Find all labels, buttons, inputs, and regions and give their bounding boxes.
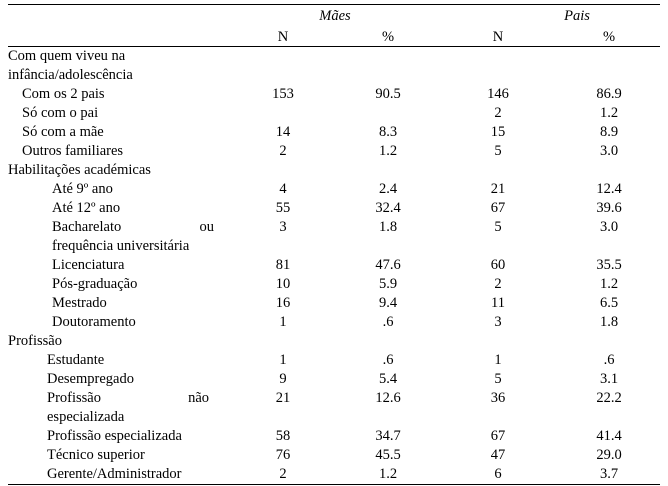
mothers-pct: 34.7: [375, 428, 401, 444]
mothers-n: 153: [272, 86, 294, 102]
section-title-profession: Profissão: [8, 333, 62, 349]
table-row: [8, 142, 660, 161]
table-row: [8, 351, 660, 370]
section-title-living-2: infância/adolescência: [8, 67, 133, 83]
mothers-n: 2: [279, 143, 287, 159]
fathers-n: 2: [494, 276, 502, 292]
mothers-n: 58: [275, 428, 291, 444]
row-label: Com os 2 pais: [22, 86, 105, 102]
row-label: Doutoramento: [52, 314, 136, 330]
row-label: Bacharelato ou: [52, 219, 214, 235]
mothers-n: 2: [279, 466, 287, 482]
mothers-pct: 8.3: [378, 124, 398, 140]
row-label: Só com o pai: [22, 105, 99, 121]
fathers-pct: 41.4: [596, 428, 622, 444]
mothers-n: 1: [279, 352, 287, 368]
mothers-pct: 1.2: [378, 466, 398, 482]
mothers-n: 9: [279, 371, 287, 387]
table-row: [8, 370, 660, 389]
fathers-pct: 1.2: [599, 276, 619, 292]
fathers-pct: 3.0: [599, 143, 619, 159]
mothers-n: 81: [275, 257, 291, 273]
table-row: [8, 446, 660, 465]
header-mothers: Mães: [319, 8, 351, 24]
row-label: Outros familiares: [22, 143, 124, 159]
mothers-pct: 90.5: [375, 86, 401, 102]
fathers-n: 67: [490, 200, 506, 216]
fathers-n: 5: [494, 143, 502, 159]
fathers-n: 21: [490, 181, 506, 197]
mothers-n: 3: [279, 219, 287, 235]
table-row: [8, 427, 660, 446]
row-label: Profissão não: [47, 390, 209, 406]
fathers-pct: 39.6: [596, 200, 622, 216]
fathers-pct: 6.5: [599, 295, 619, 311]
header-mothers-pct: %: [381, 29, 395, 45]
mothers-n: 4: [279, 181, 287, 197]
fathers-pct: 3.0: [599, 219, 619, 235]
fathers-n: 5: [494, 219, 502, 235]
header-mothers-n: N: [277, 29, 289, 45]
fathers-n: 11: [491, 295, 505, 311]
table-row: [8, 389, 660, 408]
row-label: Profissão especializada: [47, 428, 182, 444]
header-fathers: Pais: [564, 8, 590, 24]
mothers-n: 76: [275, 447, 291, 463]
mothers-pct: 45.5: [375, 447, 401, 463]
row-label-continuation: especializada: [47, 409, 125, 425]
section-title-education: Habilitações académicas: [8, 162, 151, 178]
mothers-pct: 9.4: [378, 295, 398, 311]
mothers-pct: .6: [382, 352, 394, 368]
fathers-n: 15: [490, 124, 506, 140]
row-label: Até 12º ano: [52, 200, 121, 216]
fathers-n: 67: [490, 428, 506, 444]
table-row: [8, 199, 660, 218]
fathers-n: 1: [494, 352, 502, 368]
fathers-pct: 22.2: [596, 390, 622, 406]
fathers-pct: 29.0: [596, 447, 622, 463]
mothers-n: 1: [279, 314, 287, 330]
fathers-n: 2: [494, 105, 502, 121]
fathers-n: 6: [494, 466, 502, 482]
mothers-n: 55: [275, 200, 291, 216]
mothers-n: 10: [275, 276, 291, 292]
row-label: Técnico superior: [47, 447, 145, 463]
bottom-rule: [8, 484, 660, 485]
header-fathers-n: N: [492, 29, 504, 45]
row-label: Estudante: [47, 352, 105, 368]
row-label: Até 9º ano: [52, 181, 113, 197]
fathers-n: 47: [490, 447, 506, 463]
header-column-row: [8, 28, 660, 47]
mothers-pct: 1.2: [378, 143, 398, 159]
table-row: [8, 465, 660, 484]
fathers-pct: .6: [603, 352, 615, 368]
table-row: [8, 294, 660, 313]
table-row: [8, 180, 660, 199]
row-label: Desempregado: [47, 371, 134, 387]
fathers-pct: 1.8: [599, 314, 619, 330]
mothers-pct: 47.6: [375, 257, 401, 273]
fathers-pct: 3.7: [599, 466, 619, 482]
fathers-n: 5: [494, 371, 502, 387]
header-group-row: [8, 7, 660, 26]
mothers-n: 16: [275, 295, 291, 311]
mothers-pct: 32.4: [375, 200, 401, 216]
fathers-pct: 86.9: [596, 86, 622, 102]
row-label: Mestrado: [52, 295, 107, 311]
fathers-pct: 3.1: [599, 371, 619, 387]
fathers-pct: 1.2: [599, 105, 619, 121]
fathers-n: 3: [494, 314, 502, 330]
mothers-pct: .6: [382, 314, 394, 330]
table-row: [8, 104, 660, 123]
mothers-pct: 5.9: [378, 276, 398, 292]
top-rule: [8, 4, 660, 5]
fathers-pct: 35.5: [596, 257, 622, 273]
table-row: [8, 275, 660, 294]
header-fathers-pct: %: [602, 29, 616, 45]
table-row: [8, 256, 660, 275]
table-row: [8, 218, 660, 237]
row-label: Só com a mãe: [22, 124, 104, 140]
row-label: Pós-graduação: [52, 276, 138, 292]
table-row: [8, 313, 660, 332]
mothers-pct: 1.8: [378, 219, 398, 235]
fathers-pct: 8.9: [599, 124, 619, 140]
section-title-living-1: Com quem viveu na: [8, 48, 126, 64]
mothers-pct: 5.4: [378, 371, 398, 387]
mothers-pct: 12.6: [375, 390, 401, 406]
fathers-pct: 12.4: [596, 181, 622, 197]
table-row: [8, 123, 660, 142]
fathers-n: 36: [490, 390, 506, 406]
fathers-n: 60: [490, 257, 506, 273]
fathers-n: 146: [487, 86, 509, 102]
mothers-n: 21: [275, 390, 291, 406]
mothers-pct: 2.4: [378, 181, 398, 197]
row-label-continuation: frequência universitária: [52, 238, 190, 254]
row-label: Gerente/Administrador: [47, 466, 182, 482]
row-label: Licenciatura: [52, 257, 125, 273]
mothers-n: 14: [275, 124, 291, 140]
table-row: [8, 85, 660, 104]
